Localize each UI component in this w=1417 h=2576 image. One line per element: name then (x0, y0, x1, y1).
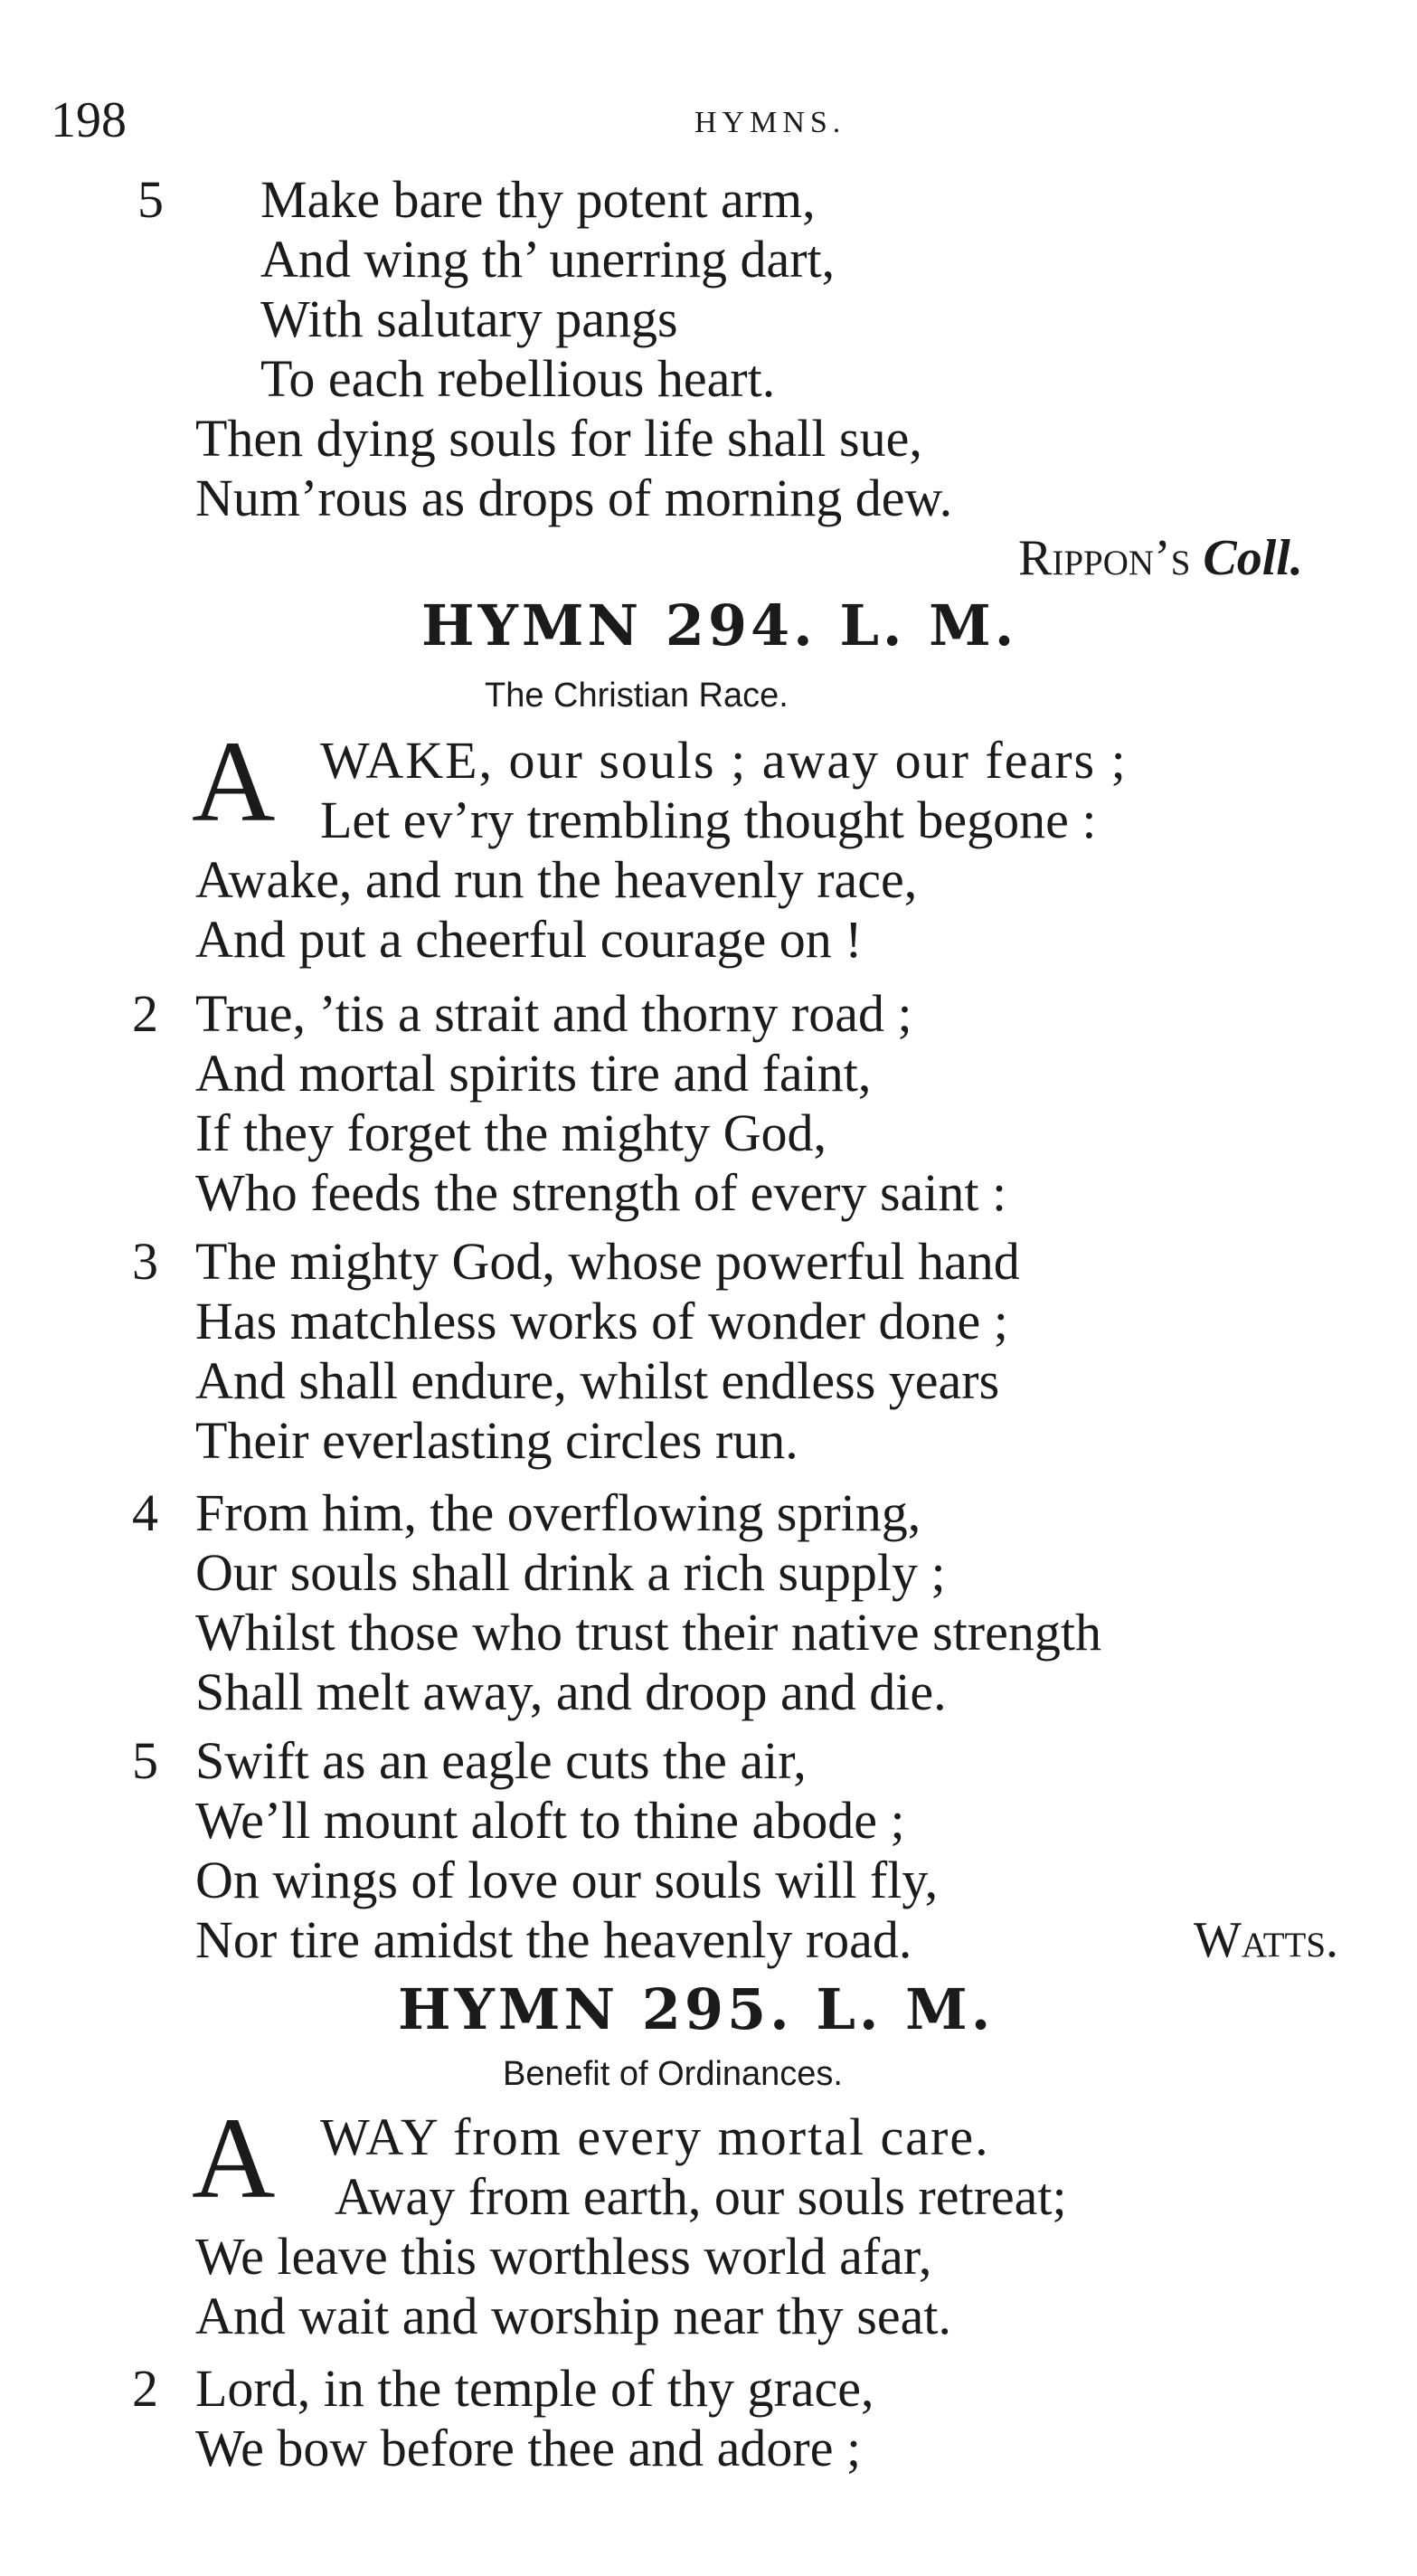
verse-number: 2 (132, 2359, 158, 2418)
verse-line: Their everlasting circles run. (195, 1411, 798, 1470)
verse-line: From him, the overflowing spring, (195, 1483, 921, 1542)
running-head: HYMNS. (694, 106, 846, 139)
verse-line: Who feeds the strength of every saint : (195, 1163, 1007, 1222)
verse-line: Away from earth, our souls retreat; (335, 2167, 1067, 2226)
page-header (45, 89, 1393, 152)
verse-number: 3 (132, 1232, 158, 1291)
attribution (1018, 528, 1303, 588)
verse-line: On wings of love our souls will fly, (195, 1851, 939, 1909)
verse-line: WAY from every mortal care. (320, 2107, 990, 2166)
verse-number: 2 (132, 984, 158, 1043)
attribution-work: Coll. (1203, 530, 1303, 586)
verse-line: Whilst those who trust their native strength (195, 1603, 1101, 1662)
verse-number: 4 (132, 1483, 158, 1542)
verse-line: And put a cheerful courage on ! (195, 910, 863, 969)
verse-line: And mortal spirits tire and faint, (195, 1044, 872, 1103)
book-page: 198 HYMNS. 5 Make bare thy potent arm, And wing th’ unerring dart, With salutary pangs To each rebellious heart. Then dying souls for life shall sue, Num’rous as drops of morning dew. Rippon’s Coll. HYMN 294. L. M. The Christian Race. A WAKE, our souls ; away our fears ; Let ev’ry trembling thought begone : Awake, and run the heavenly race, And put a cheerful courage on ! 2 True, ’tis a strait and thorny road ; And mortal spirits tire and faint, If they forget the mighty God, Who feeds the strength of every saint : 3 The mighty God, whose powerful hand Has matchless works of wonder done ; And shall endure, whilst endless years Their everlasting circles run. 4 From him, the overflowing spring, Our souls shall drink a rich supply ; Whilst those who trust their native strength Shall melt away, and droop and die. 5 Swift as an eagle cuts the air, We’ll mount aloft to thine abode ; On wings of love our souls will fly, Nor tire amidst the heavenly road. Watts. HYMN 295. L. M. Benefit of Ordinances. A WAY from every mortal care. Away from earth, our souls retreat; We leave this worthless world afar, And wait and worship near thy seat. 2 Lord, in the temple of thy grace, We bow before thee and adore ; (0, 0, 1417, 2576)
verse-number: 5 (132, 1731, 158, 1790)
verse-line: Awake, and run the heavenly race, (195, 850, 918, 909)
verse-line: We leave this worthless world afar, (195, 2227, 932, 2286)
drop-cap: A (192, 2094, 276, 2222)
verse-line: Let ev’ry trembling thought begone : (320, 791, 1097, 849)
verse-line: Has matchless works of wonder done ; (195, 1292, 1008, 1350)
drop-cap: A (192, 717, 276, 846)
verse-line: Make bare thy potent arm, (260, 170, 816, 229)
verse-line: To each rebellious heart. (260, 349, 776, 408)
page-number: 198 (51, 92, 127, 148)
verse-line: If they forget the mighty God, (195, 1103, 827, 1162)
verse-line: Shall melt away, and droop and die. (195, 1662, 947, 1721)
verse-line: Our souls shall drink a rich supply ; (195, 1543, 946, 1602)
verse-line: Swift as an eagle cuts the air, (195, 1731, 807, 1790)
verse-line: We’ll mount aloft to thine abode ; (195, 1791, 905, 1850)
verse-line: We bow before thee and adore ; (195, 2419, 862, 2477)
verse-number: 5 (137, 170, 164, 229)
verse-line: And shall endure, whilst endless years (195, 1351, 1000, 1410)
verse-line: Then dying souls for life shall sue, (195, 409, 922, 468)
verse-line: WAKE, our souls ; away our fears ; (320, 731, 1128, 790)
verse-line: And wait and worship near thy seat. (195, 2287, 951, 2345)
verse-line: With salutary pangs (260, 289, 678, 348)
attribution: Watts. (1194, 1912, 1339, 1968)
verse-line: And wing th’ unerring dart, (260, 230, 836, 289)
verse-line: Num’rous as drops of morning dew. (195, 469, 953, 527)
attribution-name: Rippon’s (1018, 530, 1191, 586)
verse-line: True, ’tis a strait and thorny road ; (195, 984, 912, 1043)
verse-line: Lord, in the temple of thy grace, (195, 2359, 874, 2418)
verse-line: The mighty God, whose powerful hand (195, 1232, 1020, 1291)
verse-line: Nor tire amidst the heavenly road. (195, 1910, 912, 1969)
